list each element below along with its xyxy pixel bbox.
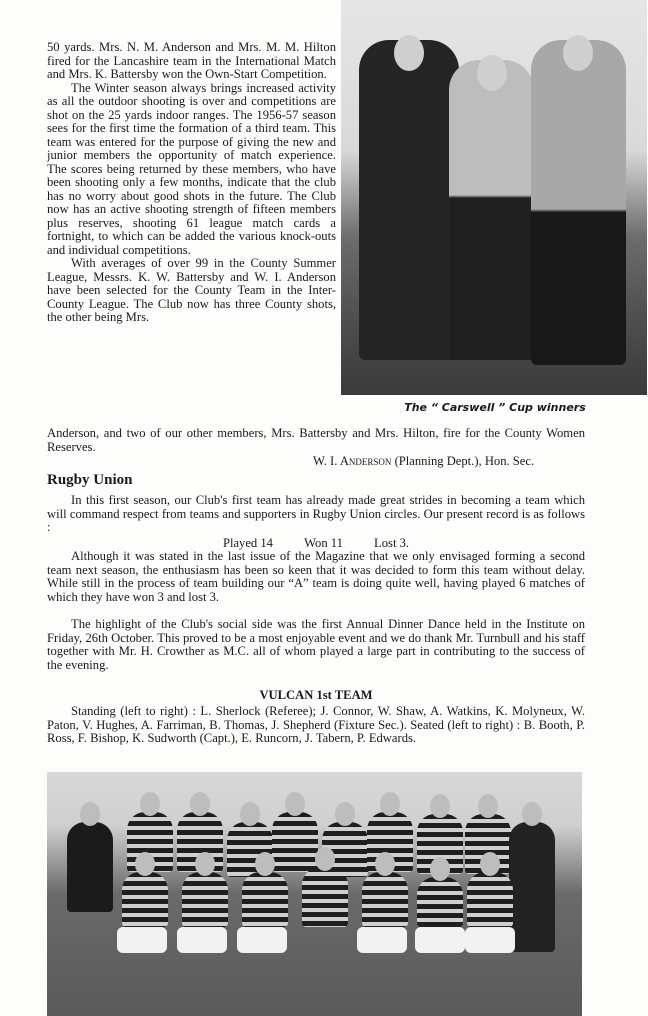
seated-player	[467, 872, 513, 927]
secretary-figure	[509, 822, 555, 952]
team-title: VULCAN 1st TEAM	[259, 688, 373, 702]
seated-player	[122, 872, 168, 927]
rugby-intro: In this first season, our Club's first team has already made great strides in becoming a team which will command respect from teams and supporters in Rugby Union circles. Our present record is as follows :	[47, 493, 585, 534]
shooting-column	[47, 41, 336, 325]
shooting-paragraph-2: The Winter season always brings increased activity as all the outdoor shooting is over and competitions are shot on the 25 yards indoor ranges. The 1956-57 season sees for the first time the formation of a third team. This team was entered for the purpose of giving the new and junior members the opportunity of match experience. The scores being returned by these members, who have been shooting only a few months, indicate that the club has no worry about good shots in the future. The Club now has an active shooting strength of fifteen members plus reserves, shooting 61 league match cards a fortnight, to which can be added the various knock-outs and individual competitions.	[47, 80, 336, 257]
shooting-continuation: Anderson, and two of our other members, Mrs. Battersby and Mrs. Hilton, fire for the County Women Reserves.	[47, 426, 585, 454]
signature	[313, 454, 534, 469]
seated-player	[417, 877, 463, 927]
seated-player-captain	[302, 867, 348, 927]
carswell-cup-photo	[341, 0, 647, 395]
rugby-heading: Rugby Union	[47, 472, 133, 488]
record-played: Played 14	[222, 536, 273, 550]
shooting-paragraph-3: With averages of over 99 in the County Summer League, Messrs. K. W. Battersby and W. I. Anderson have been selected for the County Team in the Inter-County League. The Club now has three County shots, the other being Mrs.	[47, 256, 336, 324]
seated-player	[182, 872, 228, 927]
figure-man-in-jacket	[531, 40, 626, 365]
referee-figure	[67, 822, 113, 912]
standing-player	[272, 812, 318, 872]
shooting-paragraph-1: 50 yards. Mrs. N. M. Anderson and Mrs. M. M. Hilton fired for the Lancashire team in the International Match and Mrs. K. Battersby won the Own-Start Competition.	[47, 40, 336, 81]
signature-name: W. I. Anderson	[313, 454, 392, 468]
signature-dept: (Planning Dept.), Hon. Sec.	[394, 454, 535, 468]
seated-player	[362, 872, 408, 927]
seated-player	[242, 872, 288, 927]
rugby-team-photo	[47, 772, 582, 1016]
photo-caption: The “ Carswell ” Cup winners	[404, 401, 586, 414]
figure-soldier	[359, 40, 459, 360]
rugby-paragraph-2: Although it was stated in the last issue of the Magazine that we only envisaged forming a second team next season, the enthusiasm has been so keen that it was decided to form this team without delay. While still in the process of team building our “A” team is doing quite well, having played 6 matches of which they have won 3 and lost 3.	[47, 549, 585, 604]
team-caption: Standing (left to right) : L. Sherlock (Referee); J. Connor, W. Shaw, A. Watkins, K. Molyneux, W. Paton, V. Hughes, A. Farriman, B. Thomas, J. Shepherd (Fixture Sec.). Seated (left to right) : B. Booth, P. Ross, F. Bishop, K. Sudworth (Capt.), E. Runcorn, J. Tabern, P. Edwards.	[47, 704, 585, 745]
record-won: Won 11	[304, 536, 343, 550]
rugby-paragraph-3: The highlight of the Club's social side was the first Annual Dinner Dance held in the Institute on Friday, 26th October. This proved to be a most enjoyable event and we do thank Mr. Turnbull and his staff together with Mr. H. Crowther as M.C. all of whom played a large part in contributing to the success of the evening.	[47, 617, 585, 672]
record-lost: Lost 3.	[374, 536, 410, 550]
figure-boy-with-cup	[449, 60, 534, 360]
